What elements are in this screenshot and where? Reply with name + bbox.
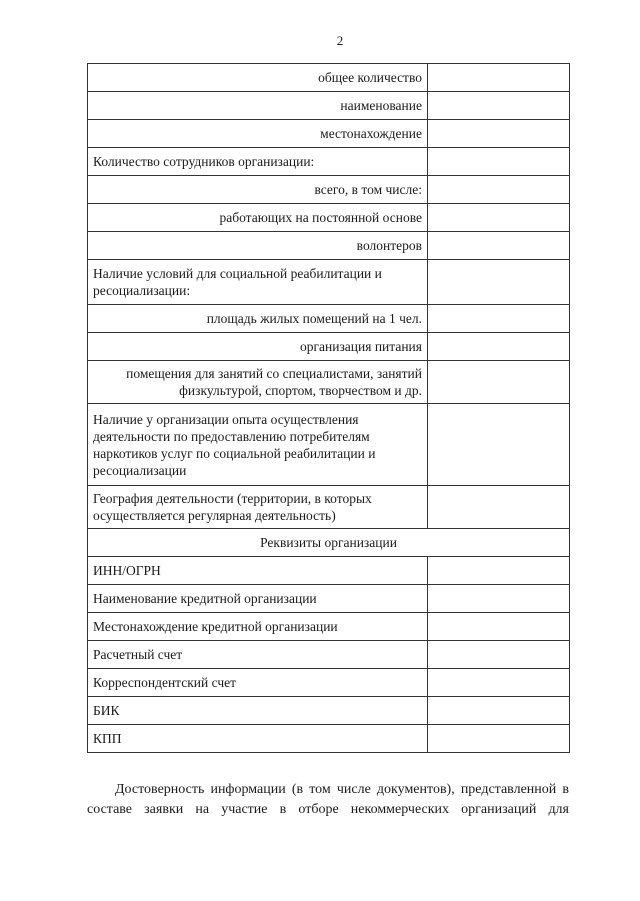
table-row bbox=[88, 64, 570, 92]
value-cell-staff-count[interactable] bbox=[428, 148, 570, 176]
value-cell-inn-ogrn[interactable] bbox=[428, 557, 570, 585]
value-cell-bank-name[interactable] bbox=[428, 585, 570, 613]
footer-line-2: составе заявки на участие в отборе некоммерческих организаций для bbox=[87, 802, 569, 817]
row-label-total-count: общее количество bbox=[88, 64, 428, 92]
footer-line-1 bbox=[87, 780, 569, 800]
table-row bbox=[88, 529, 570, 557]
value-cell-staff-total[interactable] bbox=[428, 176, 570, 204]
row-label-kpp: КПП bbox=[88, 725, 428, 753]
table-row bbox=[88, 204, 570, 232]
application-form-table bbox=[87, 63, 570, 753]
table-row bbox=[88, 585, 570, 613]
value-cell-geography[interactable] bbox=[428, 486, 570, 529]
table-row bbox=[88, 120, 570, 148]
row-label-living-area: площадь жилых помещений на 1 чел. bbox=[88, 305, 428, 333]
value-cell-correspondent-account[interactable] bbox=[428, 669, 570, 697]
table-row bbox=[88, 260, 570, 305]
value-cell-bik[interactable] bbox=[428, 697, 570, 725]
table-row bbox=[88, 148, 570, 176]
table-row bbox=[88, 92, 570, 120]
table-row bbox=[88, 697, 570, 725]
table-row bbox=[88, 669, 570, 697]
value-cell-name[interactable] bbox=[428, 92, 570, 120]
row-label-correspondent-account: Корреспондентский счет bbox=[88, 669, 428, 697]
row-label-geography: География деятельности (территории, в которых осуществляется регулярная деятельность) bbox=[88, 486, 428, 529]
table-row bbox=[88, 725, 570, 753]
value-cell-total-count[interactable] bbox=[428, 64, 570, 92]
row-label-activity-rooms: помещения для занятий со специалистами, занятий физкультурой, спортом, творчеством и др. bbox=[88, 361, 428, 404]
table-row bbox=[88, 404, 570, 486]
requisites-header: Реквизиты организации bbox=[88, 529, 570, 557]
row-label-staff-count: Количество сотрудников организации: bbox=[88, 148, 428, 176]
footer-line-1-text: Достоверность информации (в том числе документов), представленной в bbox=[115, 782, 569, 797]
row-label-rehab-conditions: Наличие условий для социальной реабилитации и ресоциализации: bbox=[88, 260, 428, 305]
value-cell-permanent-staff[interactable] bbox=[428, 204, 570, 232]
page-number: 2 bbox=[336, 33, 344, 48]
value-cell-location[interactable] bbox=[428, 120, 570, 148]
row-label-catering: организация питания bbox=[88, 333, 428, 361]
table-row bbox=[88, 641, 570, 669]
table-row bbox=[88, 333, 570, 361]
row-label-name: наименование bbox=[88, 92, 428, 120]
value-cell-experience[interactable] bbox=[428, 404, 570, 486]
value-cell-settlement-account[interactable] bbox=[428, 641, 570, 669]
value-cell-volunteers[interactable] bbox=[428, 232, 570, 260]
table-row bbox=[88, 305, 570, 333]
value-cell-activity-rooms[interactable] bbox=[428, 361, 570, 404]
table-row bbox=[88, 557, 570, 585]
table-row bbox=[88, 361, 570, 404]
row-label-settlement-account: Расчетный счет bbox=[88, 641, 428, 669]
footer-paragraph bbox=[87, 780, 569, 820]
row-label-staff-total: всего, в том числе: bbox=[88, 176, 428, 204]
row-label-inn-ogrn: ИНН/ОГРН bbox=[88, 557, 428, 585]
row-label-location: местонахождение bbox=[88, 120, 428, 148]
row-label-experience: Наличие у организации опыта осуществления деятельности по предоставлению потребителям наркотиков услуг по социальной реабилитации и ресоциализации bbox=[88, 404, 428, 486]
value-cell-bank-location[interactable] bbox=[428, 613, 570, 641]
value-cell-living-area[interactable] bbox=[428, 305, 570, 333]
row-label-volunteers: волонтеров bbox=[88, 232, 428, 260]
table-row bbox=[88, 232, 570, 260]
table-row bbox=[88, 176, 570, 204]
row-label-bank-location: Местонахождение кредитной организации bbox=[88, 613, 428, 641]
value-cell-catering[interactable] bbox=[428, 333, 570, 361]
value-cell-rehab-conditions[interactable] bbox=[428, 260, 570, 305]
row-label-permanent-staff: работающих на постоянной основе bbox=[88, 204, 428, 232]
table-row bbox=[88, 486, 570, 529]
table-row bbox=[88, 613, 570, 641]
row-label-bik: БИК bbox=[88, 697, 428, 725]
row-label-bank-name: Наименование кредитной организации bbox=[88, 585, 428, 613]
value-cell-kpp[interactable] bbox=[428, 725, 570, 753]
